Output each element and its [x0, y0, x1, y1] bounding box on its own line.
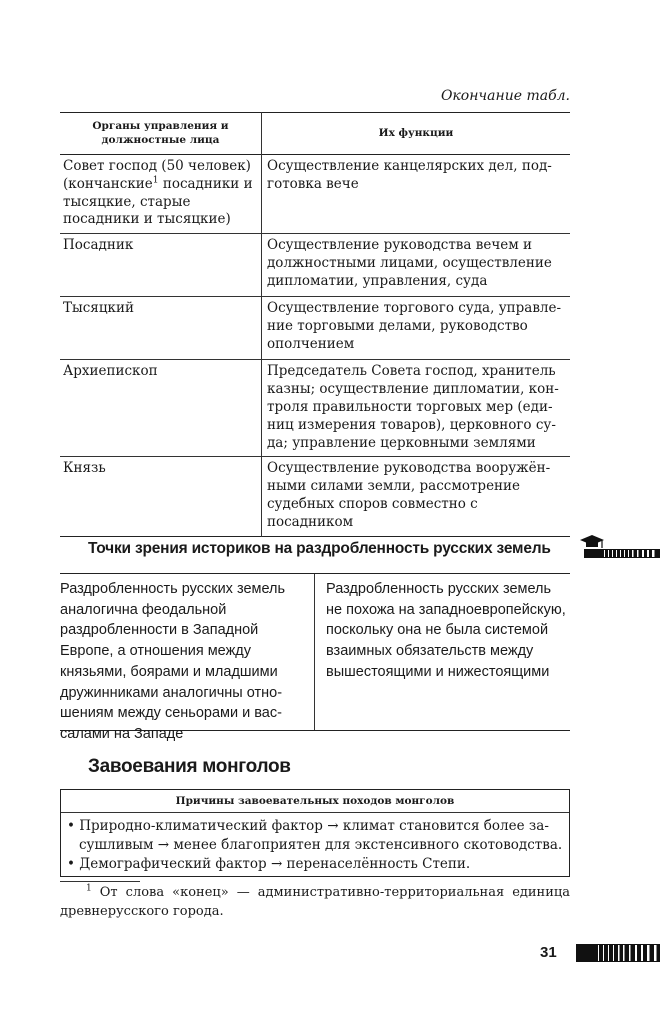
page-number: 31 — [540, 944, 557, 961]
functions-cell: Осуществление руководства вечем и должностными лицами, осуществление дипломатии, управления, суда — [267, 237, 552, 289]
organ-cell: Посадник — [60, 234, 262, 297]
organ-cell: Князь — [60, 457, 262, 536]
table-header-row — [60, 113, 570, 155]
column-divider — [314, 574, 315, 730]
table-row — [60, 234, 570, 297]
footnote-mark: 1 — [86, 883, 92, 894]
functions-cell: Осуществление торгового суда, управление торговыми делами, руководство ополчением — [267, 300, 562, 352]
causes-list — [61, 813, 569, 878]
views-heading: Точки зрения историков на раздробленность русских земель — [88, 540, 551, 557]
list-item: • Природно-климатический фактор → климат становится более засушливым → менее благоприятен для экстенсивного скотоводства. — [67, 818, 563, 854]
view-left: Раздробленность русских земель аналогична феодальной раздробленности в Западной Европе, а отношения между князьями, боярами и младшими дружинниками аналогичны отношениям между сеньорами и вассалами на Западе — [60, 581, 286, 743]
functions-cell: Осуществление канцелярских дел, подготовка вече — [267, 158, 552, 192]
header-organs: Органы управления и должностные лица — [60, 113, 262, 155]
footnote-rule — [60, 881, 140, 882]
view-right: Раздробленность русских земель не похожа на западноевропейскую, поскольку она не была системой взаимных обязательств между вышестоящими и нижестоящими — [326, 581, 566, 680]
page-bar-decoration — [576, 944, 660, 962]
footnote-ref: 1 — [152, 175, 159, 186]
section-heading: Завоевания монголов — [88, 756, 291, 777]
historians-views-table — [60, 573, 570, 743]
table-row — [60, 457, 570, 536]
footnote: $^1$ От слова «конец» — административно-территориальная единица древнерусского города. — [60, 883, 570, 919]
organ-cell: Тысяцкий — [60, 297, 262, 360]
list-item: • Демографический фактор → перенаселённость Степи. — [67, 856, 471, 873]
organ-cell: Архиепископ — [60, 360, 262, 457]
table-row — [60, 155, 570, 234]
header-functions: Их функции — [378, 126, 454, 139]
table-continuation-caption: Окончание табл. — [440, 88, 570, 104]
organ-cell: Совет господ (50 человек) (кончанские$^1$ посадники и тысяцкие, старые посадники и тысяцкие) — [60, 155, 262, 234]
functions-cell: Осуществление руководства вооружёнными силами земли, рассмотрение судебных споров совместно с посадником — [267, 460, 551, 530]
functions-cell: Председатель Совета господ, хранитель казны; осуществление дипломатии, контроля правильности торговых мер (единиц измерения товаров), церковного суда; управление церковными землями — [267, 363, 559, 451]
causes-box — [60, 789, 570, 877]
table-row — [60, 297, 570, 360]
graduation-cap-icon — [578, 531, 660, 561]
causes-box-header: Причины завоевательных походов монголов — [61, 790, 569, 813]
table-row — [60, 360, 570, 457]
governance-table — [60, 112, 570, 537]
